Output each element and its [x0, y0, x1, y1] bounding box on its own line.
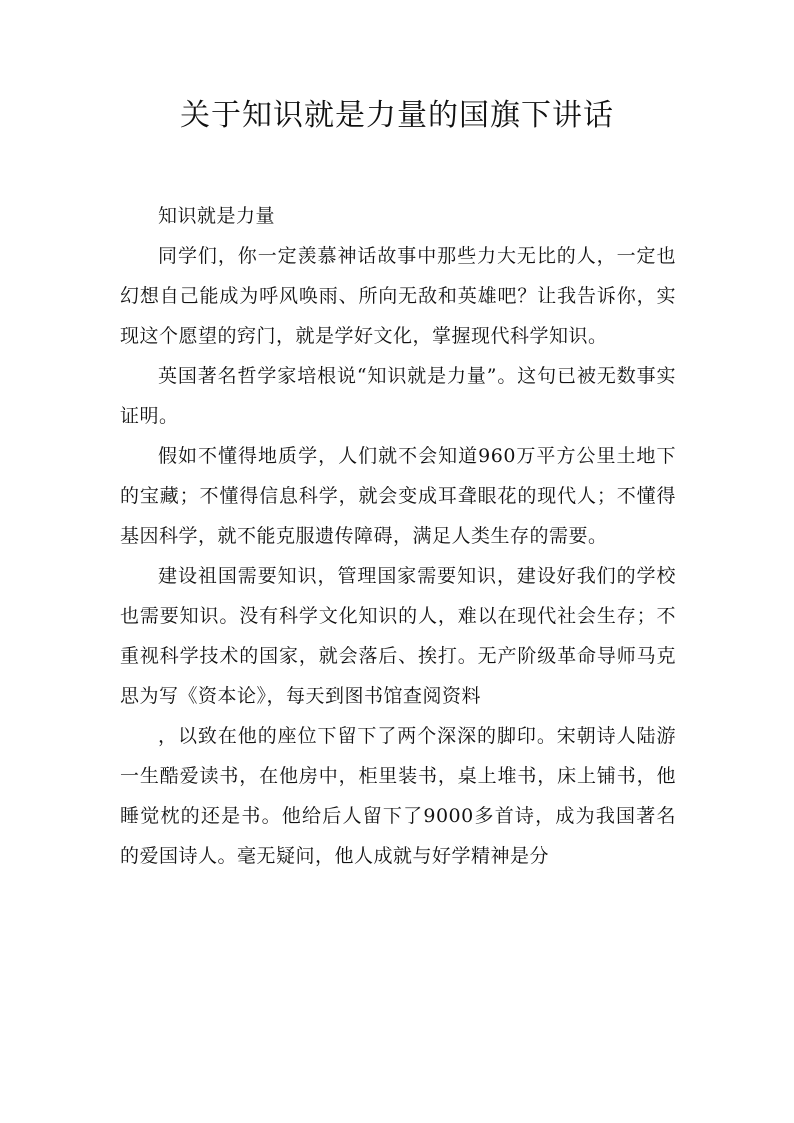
paragraph: ，以致在他的座位下留下了两个深深的脚印。宋朝诗人陆游一生酷爱读书，在他房中，柜里装书，桌上堆书，床上铺书，他睡觉枕的还是书。他给后人留下了9000多首诗，成为我国著名的爱国诗人。毫无疑问，他人成就与好学精神是分 — [120, 725, 676, 867]
paragraph: 英国著名哲学家培根说“知识就是力量”。这句已被无数事实证明。 — [120, 365, 676, 427]
paragraph: 建设祖国需要知识，管理国家需要知识，建设好我们的学校也需要知识。没有科学文化知识的人，难以在现代社会生存；不重视科学技术的国家，就会落后、挨打。无产阶级革命导师马克思为写《资本论》，每天到图书馆查阅资料 — [120, 565, 676, 707]
paragraph: 假如不懂得地质学，人们就不会知道960万平方公里土地下的宝藏；不懂得信息科学，就会变成耳聋眼花的现代人；不懂得基因科学，就不能克服遗传障碍，满足人类生存的需要。 — [120, 445, 676, 547]
document-body — [120, 196, 676, 876]
paragraph: 同学们，你一定羡慕神话故事中那些力大无比的人，一定也幻想自己能成为呼风唤雨、所向无敌和英雄吧？让我告诉你，实现这个愿望的窍门，就是学好文化，掌握现代科学知识。 — [120, 245, 676, 347]
paragraph-heading: 知识就是力量 — [158, 205, 276, 227]
document-title: 关于知识就是力量的国旗下讲话 — [180, 98, 614, 133]
